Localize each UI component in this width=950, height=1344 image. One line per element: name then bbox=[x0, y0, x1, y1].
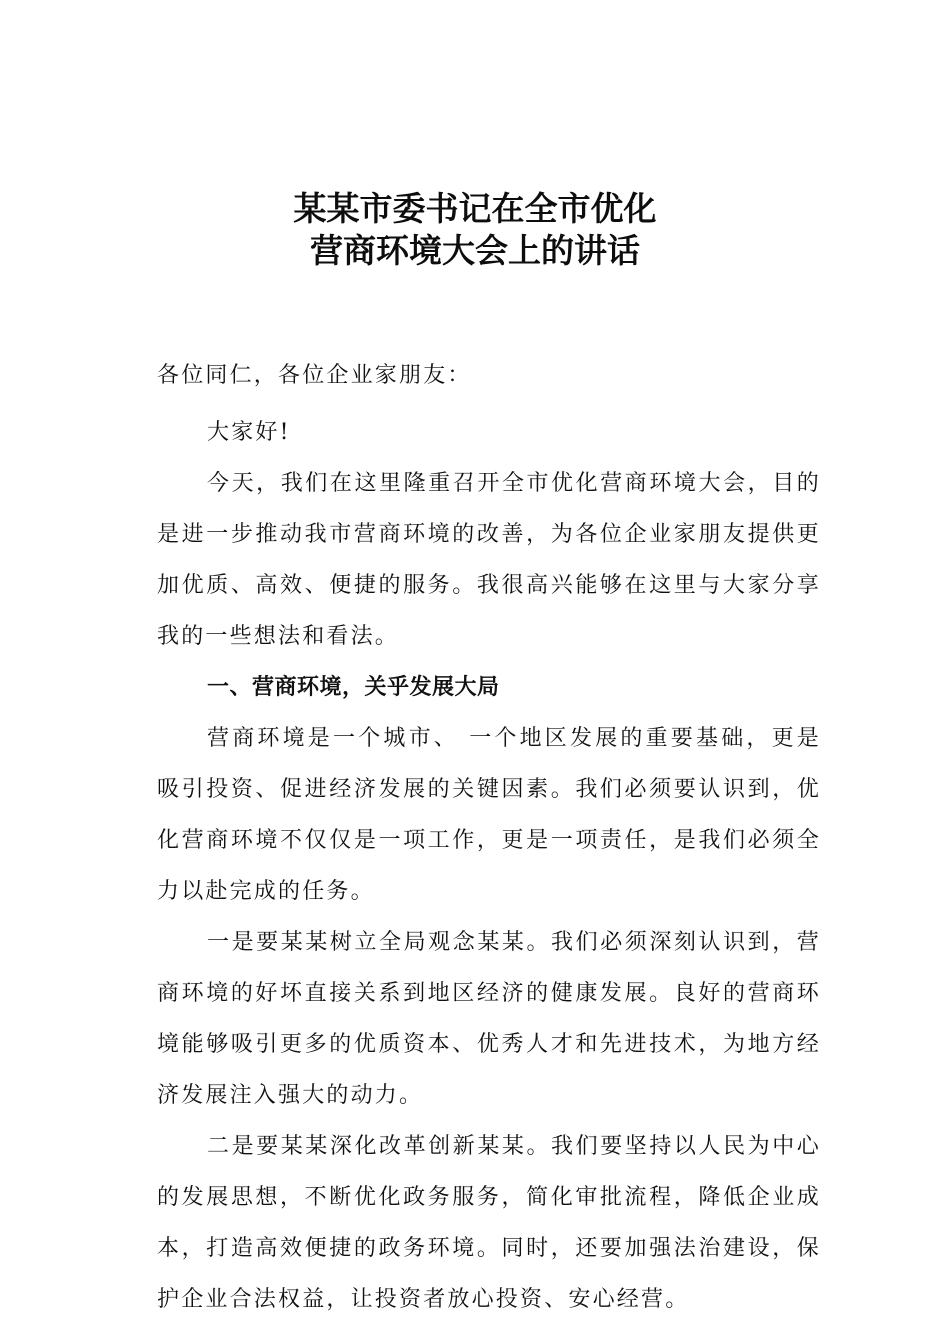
intro-paragraph: 今天，我们在这里隆重召开全市优化营商环境大会，目的是进一步推动我市营商环境的改善，为各位企业家朋友提供更加优质、高效、便捷的服务。我很高兴能够在这里与大家分享我的一些想法和看法。 bbox=[157, 471, 821, 649]
section-paragraph: 营商环境是一个城市、 一个地区发展的重要基础，更是吸引投资、促进经济发展的关键因素。我们必须要认识到，优化营商环境不仅仅是一项工作，更是一项责任，是我们必须全力以赴完成的任务。 bbox=[157, 726, 821, 904]
salutation: 各位同仁，各位企业家朋友： bbox=[157, 363, 472, 388]
greeting: 大家好! bbox=[207, 420, 291, 445]
title-line-1: 某某市委书记在全市优化 bbox=[293, 189, 657, 228]
section-heading: 一、营商环境，关乎发展大局 bbox=[207, 675, 500, 700]
title-line-2: 营商环境大会上的讲话 bbox=[310, 231, 640, 270]
section-paragraph: 二是要某某深化改革创新某某。我们要坚持以人民为中心的发展思想，不断优化政务服务，简化审批流程，降低企业成本，打造高效便捷的政务环境。同时，还要加强法治建设，保护企业合法权益，让投资者放心投资、安心经营。 bbox=[157, 1134, 821, 1312]
document-body bbox=[157, 350, 821, 1325]
document-title bbox=[0, 188, 950, 272]
section-paragraph: 一是要某某树立全局观念某某。我们必须深刻认识到，营商环境的好坏直接关系到地区经济的健康发展。良好的营商环境能够吸引更多的优质资本、优秀人才和先进技术，为地方经济发展注入强大的动力。 bbox=[157, 930, 821, 1108]
